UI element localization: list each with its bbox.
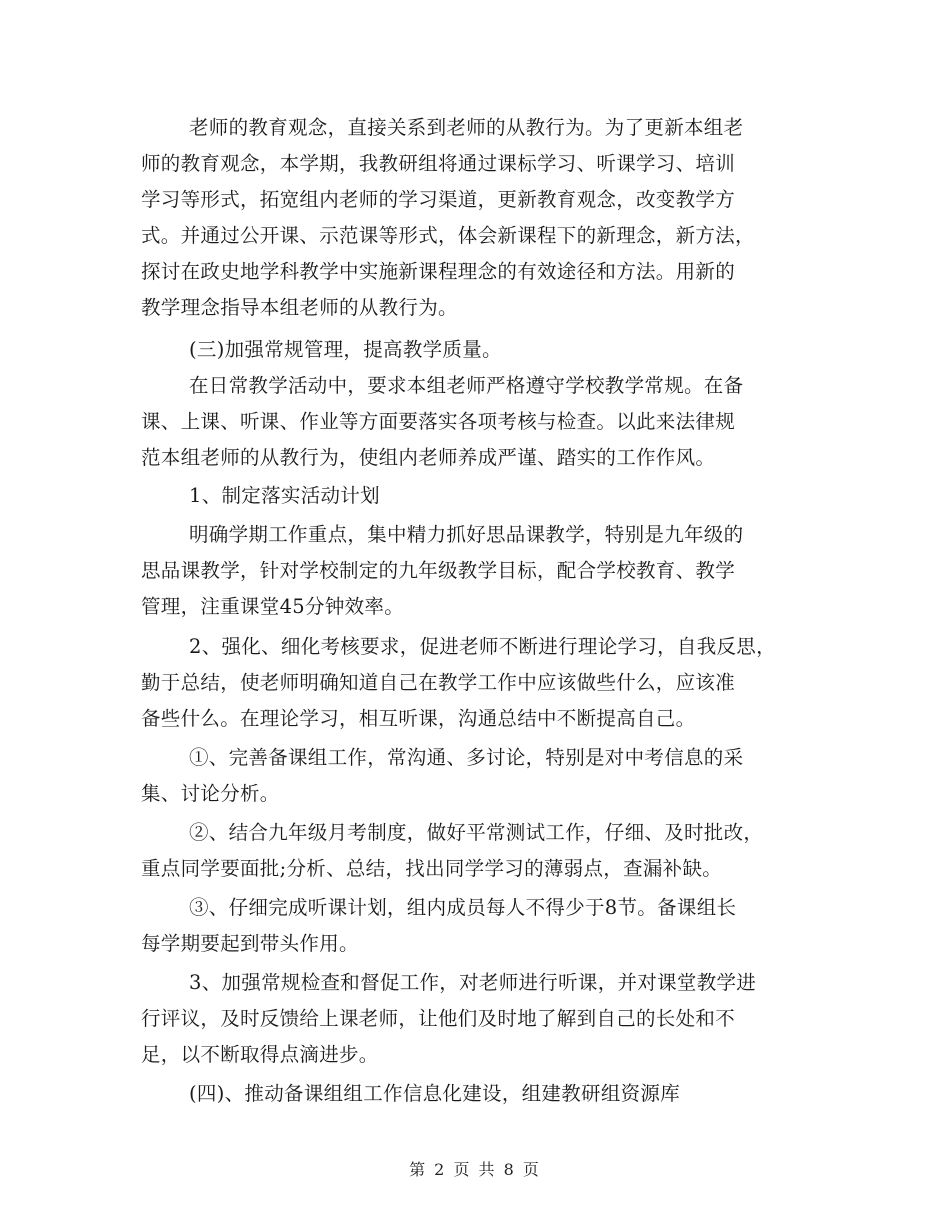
section-heading: (四)、推动备课组组工作信息化建设，组建教研组资源库 <box>189 1082 681 1105</box>
text-line: 备些什么。在理论学习，相互听课，沟通总结中不断提高自己。 <box>141 707 696 730</box>
text-line: 3、加强常规检查和督促工作，对老师进行听课，并对课堂教学进 <box>189 971 757 994</box>
text-line: 课、上课、听课、作业等方面要落实各项考核与检查。以此来法律规 <box>141 410 736 433</box>
text-line: 探讨在政史地学科教学中实施新课程理念的有效途径和方法。用新的 <box>141 260 736 283</box>
text-line: 勤于总结，使老师明确知道自己在教学工作中应该做些什么，应该准 <box>141 671 736 694</box>
section-heading: (三)加强常规管理，提高教学质量。 <box>189 338 502 361</box>
text-line: 2、强化、细化考核要求，促进老师不断进行理论学习，自我反思， <box>189 635 776 658</box>
text-line: 式。并通过公开课、示范课等形式，体会新课程下的新理念，新方法， <box>141 224 755 247</box>
text-line: 集、讨论分析。 <box>141 782 280 805</box>
page-number: 第 2 页 共 8 页 <box>409 1160 541 1179</box>
text-line: 师的教育观念，本学期，我教研组将通过课标学习、听课学习、培训 <box>141 152 736 175</box>
text-line: 思品课教学，针对学校制定的九年级教学目标，配合学校教育、教学 <box>141 559 736 582</box>
text-line: ①、完善备课组工作，常沟通、多讨论，特别是对中考信息的采 <box>189 746 744 769</box>
text-line: 老师的教育观念，直接关系到老师的从教行为。为了更新本组老 <box>189 116 744 139</box>
text-line: 管理，注重课堂45分钟效率。 <box>141 595 405 618</box>
text-line: 学习等形式，拓宽组内老师的学习渠道，更新教育观念，改变教学方 <box>141 188 736 211</box>
subsection-heading: 1、制定落实活动计划 <box>189 484 380 507</box>
text-line: ②、结合九年级月考制度，做好平常测试工作，仔细、及时批改， <box>189 821 764 844</box>
text-line: 足，以不断取得点滴进步。 <box>141 1043 379 1066</box>
text-line: 行评议，及时反馈给上课老师，让他们及时地了解到自己的长处和不 <box>141 1007 736 1030</box>
text-line: 教学理念指导本组老师的从教行为。 <box>141 296 458 319</box>
text-line: 每学期要起到带头作用。 <box>141 932 359 955</box>
text-line: 范本组老师的从教行为，使组内老师养成严谨、踏实的工作作风。 <box>141 446 716 469</box>
text-line: 重点同学要面批;分析、总结，找出同学学习的薄弱点，查漏补缺。 <box>141 857 723 880</box>
text-line: ③、仔细完成听课计划，组内成员每人不得少于8节。备课组长 <box>189 896 737 919</box>
text-line: 在日常教学活动中，要求本组老师严格遵守学校教学常规。在备 <box>189 374 744 397</box>
text-line: 明确学期工作重点，集中精力抓好思品课教学，特别是九年级的 <box>189 523 744 546</box>
